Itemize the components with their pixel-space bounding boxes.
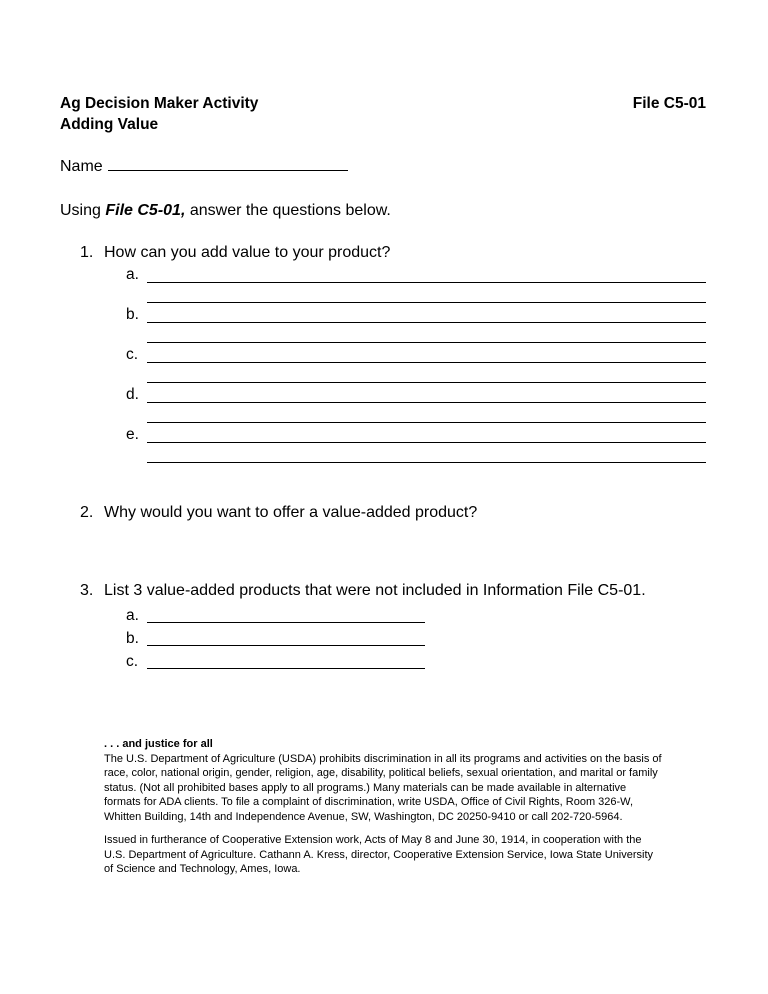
list-item xyxy=(60,423,706,463)
question-3-text: List 3 value-added products that were not included in Information File C5-01. xyxy=(104,582,646,599)
subitem-letter: b. xyxy=(126,306,139,323)
question-1-text: How can you add value to your product? xyxy=(104,244,391,261)
answer-blank-group xyxy=(147,423,706,463)
question-1-subitems xyxy=(60,263,706,463)
answer-blank-line xyxy=(147,383,706,403)
instructions-suffix: answer the questions below. xyxy=(185,202,391,219)
title-block xyxy=(60,93,258,135)
list-item xyxy=(60,263,706,303)
question-2 xyxy=(60,503,706,523)
question-2-number: 2. xyxy=(80,504,94,521)
subitem-letter: a. xyxy=(126,607,139,624)
instructions-line xyxy=(60,201,706,221)
answer-blank-line xyxy=(147,263,706,283)
answer-blank-line xyxy=(147,283,706,303)
answer-blank-group xyxy=(147,343,706,383)
answer-blank-line xyxy=(147,443,706,463)
answer-blank-group xyxy=(147,263,706,303)
question-3-number: 3. xyxy=(80,582,94,599)
question-1-number: 1. xyxy=(80,244,94,261)
footer-nondiscrimination-paragraph: The U.S. Department of Agriculture (USDA) prohibits discrimination in all its programs and activities on the basis of race, color, national origin, gender, religion, age, disability, political beliefs, sexual orientation, and marital or family status. (Not all prohibited bases apply to all programs.) Many materials can be made available in alternative formats for ADA clients. To file a complaint of discrimination, write USDA, Office of Civil Rights, Room 326-W, Whitten Building, 14th and Independence Avenue, SW, Washington, DC 20250-9410 or call 202-720-5964. xyxy=(104,752,662,823)
list-item xyxy=(60,604,706,627)
instructions-file-emphasis: File C5-01, xyxy=(105,202,186,219)
question-1-text-row xyxy=(60,243,706,263)
question-1 xyxy=(60,243,706,463)
page-subtitle: Adding Value xyxy=(60,116,159,133)
subitem-letter: a. xyxy=(126,266,139,283)
subitem-letter: d. xyxy=(126,386,139,403)
name-label: Name xyxy=(60,158,103,175)
answer-blank-line xyxy=(147,363,706,383)
subitem-letter: e. xyxy=(126,426,139,443)
list-item xyxy=(60,650,706,673)
answer-blank-group xyxy=(147,383,706,423)
name-blank-line xyxy=(108,156,348,171)
answer-blank-group xyxy=(147,303,706,343)
footer-legal-block xyxy=(104,737,662,877)
answer-blank-line xyxy=(147,628,425,646)
instructions-prefix: Using xyxy=(60,202,106,219)
subitem-letter: c. xyxy=(126,346,139,363)
question-3-text-row xyxy=(60,581,706,601)
answer-blank-line xyxy=(147,323,706,343)
question-2-text-row xyxy=(60,503,706,523)
footer-issuance-paragraph: Issued in furtherance of Cooperative Extension work, Acts of May 8 and June 30, 1914, in cooperation with the U.S. Department of Agriculture. Cathann A. Kress, director, Cooperative Extension Service, Iowa State University of Science and Technology, Ames, Iowa. xyxy=(104,834,654,875)
list-item xyxy=(60,343,706,383)
list-item xyxy=(60,383,706,423)
question-2-text: Why would you want to offer a value-added product? xyxy=(104,504,478,521)
file-reference: File C5-01 xyxy=(632,95,706,112)
page-title: Ag Decision Maker Activity xyxy=(60,95,259,112)
answer-blank-line xyxy=(147,403,706,423)
name-row xyxy=(60,156,706,176)
list-item xyxy=(60,303,706,343)
subitem-letter: c. xyxy=(126,653,139,670)
subitem-letter: b. xyxy=(126,630,139,647)
footer-justice-heading: . . . and justice for all xyxy=(104,738,213,750)
answer-blank-line xyxy=(147,651,425,669)
question-3 xyxy=(60,581,706,673)
answer-blank-line xyxy=(147,423,706,443)
answer-blank-line xyxy=(147,605,425,623)
question-3-subitems xyxy=(60,604,706,673)
list-item xyxy=(60,627,706,650)
document-header xyxy=(60,93,706,135)
answer-blank-line xyxy=(147,343,706,363)
answer-blank-line xyxy=(147,303,706,323)
